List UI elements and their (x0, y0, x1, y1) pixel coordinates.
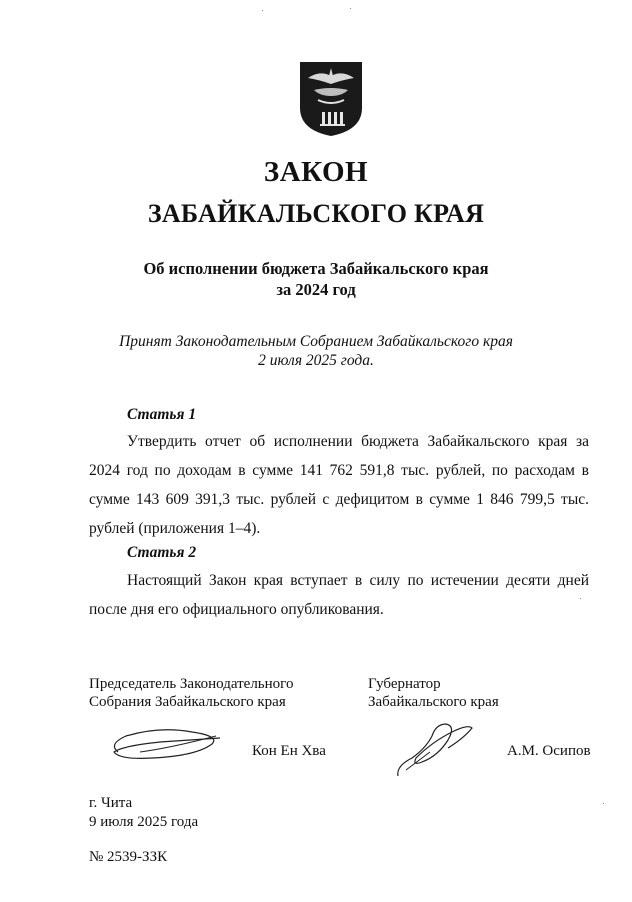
law-number: № 2539-ЗЗК (89, 849, 168, 865)
left-position-line2: Собрания Забайкальского края (89, 694, 286, 710)
document-type-title: ЗАКОН (263, 156, 369, 188)
article-2-heading: Статья 2 (127, 544, 197, 561)
scan-speck (350, 8, 351, 9)
right-position-line2: Забайкальского края (368, 694, 499, 710)
adoption-note-line1: Принят Законодательным Собранием Забайкальского края (119, 333, 513, 350)
issue-date: 9 июля 2025 года (89, 814, 199, 830)
scan-speck (262, 10, 263, 11)
coat-of-arms-emblem (298, 60, 364, 138)
law-subject-line1: Об исполнении бюджета Забайкальского края (143, 259, 489, 278)
adoption-note (0, 332, 632, 370)
scan-speck (580, 598, 581, 599)
article-1-body: Утвердить отчет об исполнении бюджета Забайкальского края за 2024 год по доходам в сумме 141 762 591,8 тыс. рублей, по расходам в сумме 143 609 391,3 тыс. рублей с дефицитом в сумме 1 846 799,5 тыс. рублей (приложения 1–4). (89, 433, 589, 537)
right-position-line1: Губернатор (368, 676, 441, 692)
left-position-line1: Председатель Законодательного (89, 676, 294, 692)
law-subject (0, 258, 632, 300)
issue-city: г. Чита (89, 795, 133, 811)
right-signatory-position (368, 675, 499, 711)
law-subject-line2: за 2024 год (276, 280, 356, 299)
adoption-note-line2: 2 июля 2025 года. (258, 352, 374, 369)
article-1-text (89, 427, 589, 543)
left-handwritten-signature (100, 722, 230, 770)
scan-speck (603, 803, 604, 804)
left-signatory-name: Кон Ен Хва (252, 743, 326, 759)
right-signatory-name: А.М. Осипов (507, 743, 591, 759)
right-handwritten-signature (392, 718, 482, 782)
article-1-heading: Статья 1 (127, 406, 197, 423)
document-issuer-title: ЗАБАЙКАЛЬСКОГО КРАЯ (147, 199, 485, 228)
article-2-text (89, 566, 589, 624)
left-signatory-position (89, 675, 293, 711)
article-2-body: Настоящий Закон края вступает в силу по истечении десяти дней после дня его официального опубликования. (89, 572, 589, 618)
